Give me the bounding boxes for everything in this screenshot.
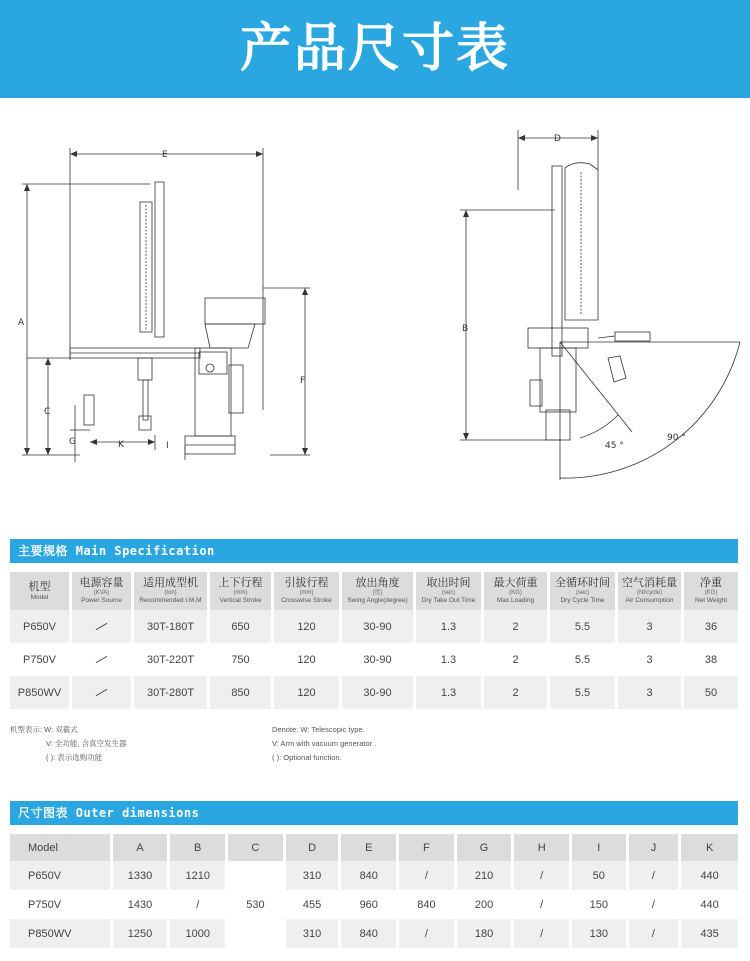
label-angle-90: 90 ° <box>667 433 686 443</box>
spec-header-en: Recommended I.M.M <box>139 597 202 604</box>
spec-header-cn: 全循环时间 <box>555 577 610 589</box>
spec-cell-model: P850WV <box>10 676 72 709</box>
label-g: G <box>69 437 76 447</box>
dims-cell-f: / <box>399 861 457 890</box>
dims-header-cell: F <box>399 834 457 861</box>
spec-header-cell <box>72 572 134 610</box>
spec-cell-imm: 30T-280T <box>134 676 210 709</box>
dims-cell-model: P650V <box>10 861 113 890</box>
dims-header-cell: H <box>514 834 572 861</box>
notes-cn <box>10 723 127 765</box>
spec-cell-cycle: 5.5 <box>550 676 618 709</box>
dims-header-row <box>10 834 738 861</box>
label-d: D <box>554 134 561 144</box>
dims-cell-b: 1000 <box>170 919 228 948</box>
spec-header-unit: (Nl/cycle) <box>637 590 662 596</box>
spec-header-en: Vertical Stroke <box>219 597 262 604</box>
note-cn-line: 机型表示: W: 双截式 <box>10 725 78 734</box>
spec-header-unit: (sec) <box>441 590 456 596</box>
dims-row <box>10 861 738 890</box>
spec-header-en: Max.Loading <box>496 597 535 604</box>
dims-header-cell: A <box>113 834 171 861</box>
dims-header-cell: B <box>170 834 228 861</box>
notes-en <box>272 723 376 765</box>
spec-header-cn: 电源容量 <box>79 577 124 589</box>
dims-cell-j: / <box>629 861 682 890</box>
spec-cell-weight: 38 <box>704 653 718 666</box>
note-en-line: ( ): Optional function. <box>272 753 342 762</box>
spec-header-cn: 上下行程 <box>218 577 263 589</box>
dims-cell-k: 440 <box>681 861 738 890</box>
dims-cell-g: 210 <box>457 861 515 890</box>
dims-header-cell: I <box>572 834 629 861</box>
spec-header-en: Dry Cycle Time <box>560 597 605 604</box>
dims-header-cell: G <box>457 834 515 861</box>
spec-cell-air: 3 <box>618 643 684 676</box>
dims-cell-i: 150 <box>572 890 629 919</box>
spec-header-unit: (KVA) <box>93 590 110 596</box>
dims-cell-e: 960 <box>341 890 399 919</box>
label-c: C <box>44 407 51 417</box>
dims-section-header <box>10 801 738 825</box>
label-e: E <box>162 150 168 160</box>
spec-header-cn: 最大荷重 <box>493 577 538 589</box>
spec-header-row <box>10 572 738 610</box>
spec-header-unit: (度) <box>372 590 383 596</box>
spec-cell-weight: 50 <box>684 676 738 709</box>
label-k: K <box>118 440 124 450</box>
spec-cell-crosswise: 120 <box>274 610 342 643</box>
spec-cell-takeout: 1.3 <box>416 643 484 676</box>
spec-cell-air: 3 <box>618 676 684 709</box>
spec-cell-cycle: 5.5 <box>550 610 618 643</box>
dims-cell-d: 455 <box>286 890 342 919</box>
spec-cell-vertical: 650 <box>210 610 274 643</box>
spec-header-en: Crosswise Stroke <box>281 597 332 604</box>
swing-arc-90 <box>560 342 740 478</box>
dims-cell-f: / <box>399 919 457 948</box>
label-b: B <box>462 324 469 334</box>
spec-header-unit: (sec) <box>575 590 590 596</box>
dims-cell-a: 1430 <box>113 890 171 919</box>
dims-cell-g: 200 <box>457 890 515 919</box>
spec-table <box>10 572 738 709</box>
dims-cell-a: 1330 <box>113 861 171 890</box>
spec-header-cn: 引拔行程 <box>284 577 329 589</box>
spec-header-en: Net Weight <box>694 597 728 604</box>
spec-section-title: 主要规格 Main Specification <box>18 544 215 558</box>
dims-header-cell: E <box>341 834 399 861</box>
dims-cell-j: / <box>629 919 682 948</box>
spec-cell-imm: 30T-180T <box>134 610 210 643</box>
spec-header-cell <box>684 572 738 610</box>
spec-header-cell <box>416 572 484 610</box>
spec-cell-crosswise: 120 <box>274 643 342 676</box>
spec-header-en: Air Consumption <box>625 597 674 604</box>
dims-cell-h: / <box>514 861 572 890</box>
note-en-line: V: Arm with vacuum generator . <box>272 739 377 748</box>
dims-cell-g: 180 <box>457 919 515 948</box>
page-title: 产品尺寸表 <box>239 19 510 79</box>
dims-table <box>10 834 738 948</box>
spec-header-en: Model <box>30 593 49 601</box>
label-a: A <box>18 318 25 328</box>
note-en-line: Denote: W: Telescopic type. <box>272 725 365 734</box>
spec-header-cell <box>342 572 416 610</box>
title-banner <box>0 0 750 98</box>
dims-cell-c: 530 <box>228 861 286 948</box>
dims-header-cell: Model <box>10 834 113 861</box>
spec-header-cn: 净重 <box>700 577 722 589</box>
dims-cell-h: / <box>514 919 572 948</box>
spec-cell-vertical: 850 <box>210 676 274 709</box>
spec-header-cn: 空气消耗量 <box>622 577 677 589</box>
spec-header-unit: (KG) <box>704 590 718 596</box>
dims-cell-j: / <box>629 890 682 919</box>
spec-cell-swing: 30-90 <box>342 676 416 709</box>
spec-cell-power <box>72 676 134 709</box>
dims-cell-e: 840 <box>341 861 399 890</box>
spec-cell-cycle: 5.5 <box>550 643 618 676</box>
dims-cell-a: 1250 <box>113 919 171 948</box>
dims-header-cell: C <box>228 834 286 861</box>
dims-cell-e: 840 <box>341 919 399 948</box>
note-cn-line: V: 全功能, 含真空发生器 <box>46 739 127 748</box>
spec-header-cell <box>550 572 618 610</box>
spec-header-cn: 机型 <box>28 580 51 593</box>
right-robot-sketch <box>528 163 650 440</box>
spec-header-unit: (mm) <box>233 590 248 596</box>
dims-header-cell: K <box>681 834 738 861</box>
spec-cell-swing: 30-90 <box>342 610 416 643</box>
spec-cell-loading: 2 <box>484 610 550 643</box>
swing-arc-45 <box>580 415 618 438</box>
dims-cell-i: 130 <box>572 919 629 948</box>
spec-cell-swing: 30-90 <box>342 643 416 676</box>
spec-header-unit: (mm) <box>299 590 314 596</box>
spec-header-cell <box>134 572 210 610</box>
dims-cell-k: 435 <box>681 919 738 948</box>
spec-header-unit: (ton) <box>164 590 177 596</box>
dims-cell-b: 1210 <box>170 861 228 890</box>
dims-cell-k: 440 <box>700 898 719 911</box>
label-angle-45: 45 ° <box>605 441 624 451</box>
spec-cell-loading: 2 <box>484 643 550 676</box>
dims-header-cell: J <box>629 834 682 861</box>
spec-header-cn: 放出角度 <box>355 577 400 589</box>
spec-header-unit: (KG) <box>509 590 522 596</box>
left-robot-sketch <box>70 182 265 454</box>
spec-header-cell <box>210 572 274 610</box>
spec-header-cell <box>10 572 72 610</box>
spec-cell-loading: 2 <box>484 676 550 709</box>
dimension-drawing <box>0 110 750 530</box>
spec-cell-power <box>72 610 134 643</box>
spec-cell-weight: 36 <box>684 610 738 643</box>
dims-row <box>10 890 738 919</box>
dims-row <box>10 919 738 948</box>
spec-header-en: Power Source <box>81 597 122 604</box>
dims-cell-model: P750V <box>10 890 113 919</box>
spec-cell-crosswise: 120 <box>274 676 342 709</box>
spec-cell-model: P650V <box>10 610 72 643</box>
label-i: I <box>166 441 169 451</box>
spec-row <box>10 610 738 643</box>
dims-cell-f: 840 <box>399 890 457 919</box>
spec-header-cell <box>618 572 684 610</box>
dims-cell-d: 310 <box>286 919 342 948</box>
spec-cell-takeout: 1.3 <box>416 676 484 709</box>
dims-cell-model: P850WV <box>10 919 113 948</box>
spec-header-cn: 取出时间 <box>426 577 471 589</box>
spec-header-cn: 适用成型机 <box>143 577 198 589</box>
spec-header-cell <box>484 572 550 610</box>
spec-cell-air: 3 <box>618 610 684 643</box>
spec-section-header <box>10 539 738 563</box>
spec-row <box>10 643 738 676</box>
dims-cell-d: 310 <box>286 861 342 890</box>
label-f: F <box>300 376 306 386</box>
spec-cell-takeout: 1.3 <box>416 610 484 643</box>
spec-cell-model: P750V <box>10 643 72 676</box>
spec-header-en: Swing Angle(degree) <box>347 597 408 604</box>
spec-cell-power <box>72 643 134 676</box>
spec-header-en: Dry Take Out Time <box>421 597 476 604</box>
slash-mark <box>96 656 108 663</box>
dims-cell-b: / <box>170 890 228 919</box>
spec-header-cell <box>274 572 342 610</box>
slash-mark <box>96 689 108 696</box>
spec-cell-vertical: 750 <box>210 643 274 676</box>
dims-cell-h: / <box>514 890 572 919</box>
spec-row <box>10 676 738 709</box>
dims-section-title: 尺寸图表 Outer dimensions <box>18 806 200 820</box>
dims-header-cell: D <box>286 834 342 861</box>
spec-cell-imm: 30T-220T <box>134 643 210 676</box>
slash-mark <box>96 623 108 630</box>
dims-cell-i: 50 <box>572 861 629 890</box>
note-cn-line: ( ): 表示选购功能 <box>46 753 103 762</box>
